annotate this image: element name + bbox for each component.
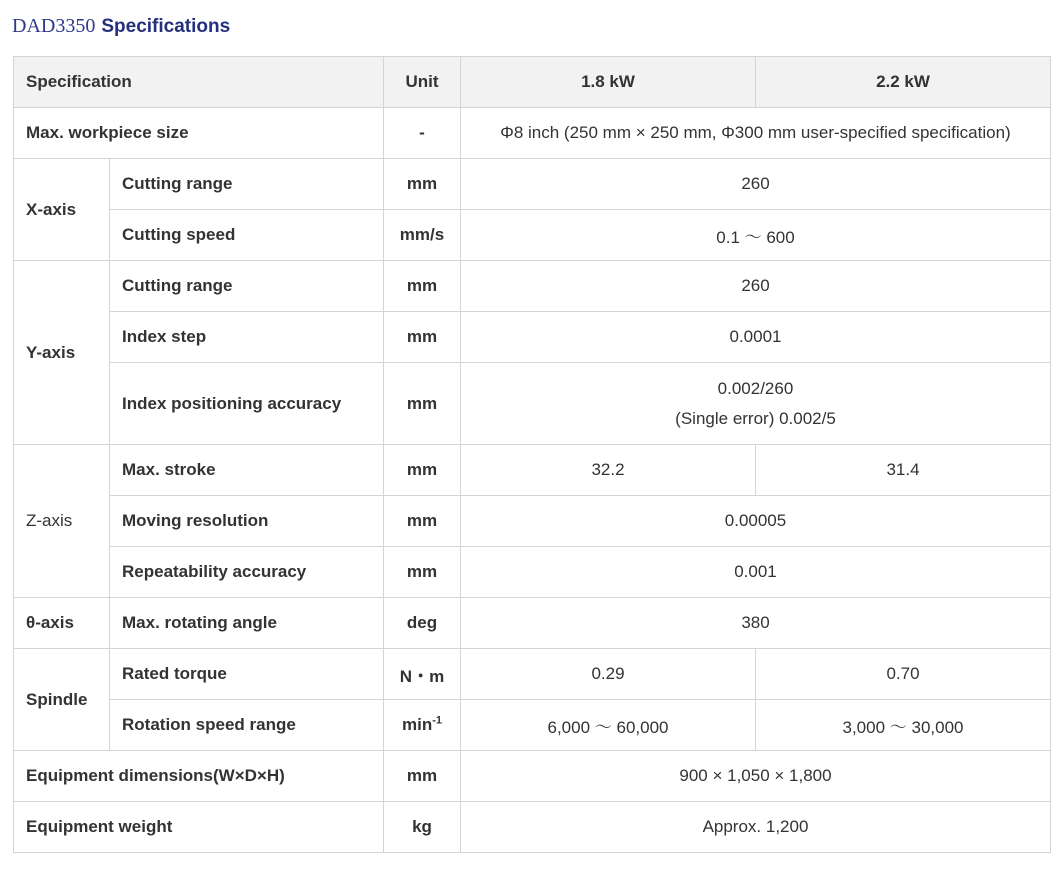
table-row: [14, 700, 1051, 751]
row-value-col2: 31.4: [756, 445, 1051, 496]
header-unit: Unit: [384, 57, 461, 108]
row-value: 900 × 1,050 × 1,800: [461, 751, 1051, 802]
table-row: [14, 598, 1051, 649]
row-value: 380: [461, 598, 1051, 649]
row-unit: mm: [384, 496, 461, 547]
spec-table: [13, 56, 1051, 853]
row-unit: mm: [384, 547, 461, 598]
table-row: [14, 496, 1051, 547]
row-value: 0.1 ～ 600: [461, 210, 1051, 261]
header-col1: 1.8 kW: [461, 57, 756, 108]
model-name: DAD3350: [12, 15, 96, 37]
group-label: Spindle: [14, 649, 110, 751]
row-label: Repeatability accuracy: [110, 547, 384, 598]
row-unit: mm: [384, 751, 461, 802]
row-unit: mm: [384, 445, 461, 496]
row-value-col1: 0.29: [461, 649, 756, 700]
page-title: [12, 12, 230, 40]
row-value-col1: 6,000 ～ 60,000: [461, 700, 756, 751]
group-label: X-axis: [14, 159, 110, 261]
row-label: Index step: [110, 312, 384, 363]
unit-base: min: [401, 715, 433, 734]
row-value-col1: 32.2: [461, 445, 756, 496]
row-unit: mm: [384, 312, 461, 363]
header-spec: Specification: [14, 57, 384, 108]
group-label: Y-axis: [14, 261, 110, 445]
row-label: Max. rotating angle: [110, 598, 384, 649]
table-row: [14, 802, 1051, 853]
unit-superscript: -1: [432, 714, 442, 727]
row-unit: N・m: [384, 649, 461, 700]
group-label: θ-axis: [14, 598, 110, 649]
table-row: [14, 159, 1051, 210]
row-value: Approx. 1,200: [461, 802, 1051, 853]
table-row: [14, 108, 1051, 159]
table-row: [14, 445, 1051, 496]
row-label: Rotation speed range: [110, 700, 384, 751]
row-label: Cutting range: [110, 159, 384, 210]
row-label: Moving resolution: [110, 496, 384, 547]
row-value: [461, 363, 1051, 445]
row-label: Equipment weight: [14, 802, 384, 853]
row-unit: mm: [384, 363, 461, 445]
row-value: 0.00005: [461, 496, 1051, 547]
table-row: [14, 547, 1051, 598]
title-heading: Specifications: [101, 16, 231, 37]
row-value: Φ8 inch (250 mm × 250 mm, Φ300 mm user-specified specification): [461, 108, 1051, 159]
header-col2: 2.2 kW: [756, 57, 1051, 108]
table-row: [14, 649, 1051, 700]
row-value: 0.0001: [461, 312, 1051, 363]
row-unit: kg: [384, 802, 461, 853]
table-row: [14, 210, 1051, 261]
table-row: [14, 312, 1051, 363]
group-label: Z-axis: [14, 445, 110, 598]
row-label: Max. workpiece size: [14, 108, 384, 159]
table-row: [14, 261, 1051, 312]
row-unit: mm/s: [384, 210, 461, 261]
row-label: Cutting speed: [110, 210, 384, 261]
value-line: (Single error) 0.002/5: [675, 408, 836, 428]
row-label: Rated torque: [110, 649, 384, 700]
row-unit: [384, 700, 461, 751]
row-unit: deg: [384, 598, 461, 649]
table-row: [14, 363, 1051, 445]
row-label: Max. stroke: [110, 445, 384, 496]
row-unit: -: [384, 108, 461, 159]
row-value: 260: [461, 159, 1051, 210]
header-row: [14, 57, 1051, 108]
row-value: 0.001: [461, 547, 1051, 598]
row-unit: mm: [384, 261, 461, 312]
table-row: [14, 751, 1051, 802]
row-label: Index positioning accuracy: [110, 363, 384, 445]
value-line: 0.002/260: [717, 378, 794, 398]
row-unit: mm: [384, 159, 461, 210]
row-value-col2: 0.70: [756, 649, 1051, 700]
row-value: 260: [461, 261, 1051, 312]
row-label: Cutting range: [110, 261, 384, 312]
row-value-col2: 3,000 ～ 30,000: [756, 700, 1051, 751]
row-label: Equipment dimensions(W×D×H): [14, 751, 384, 802]
